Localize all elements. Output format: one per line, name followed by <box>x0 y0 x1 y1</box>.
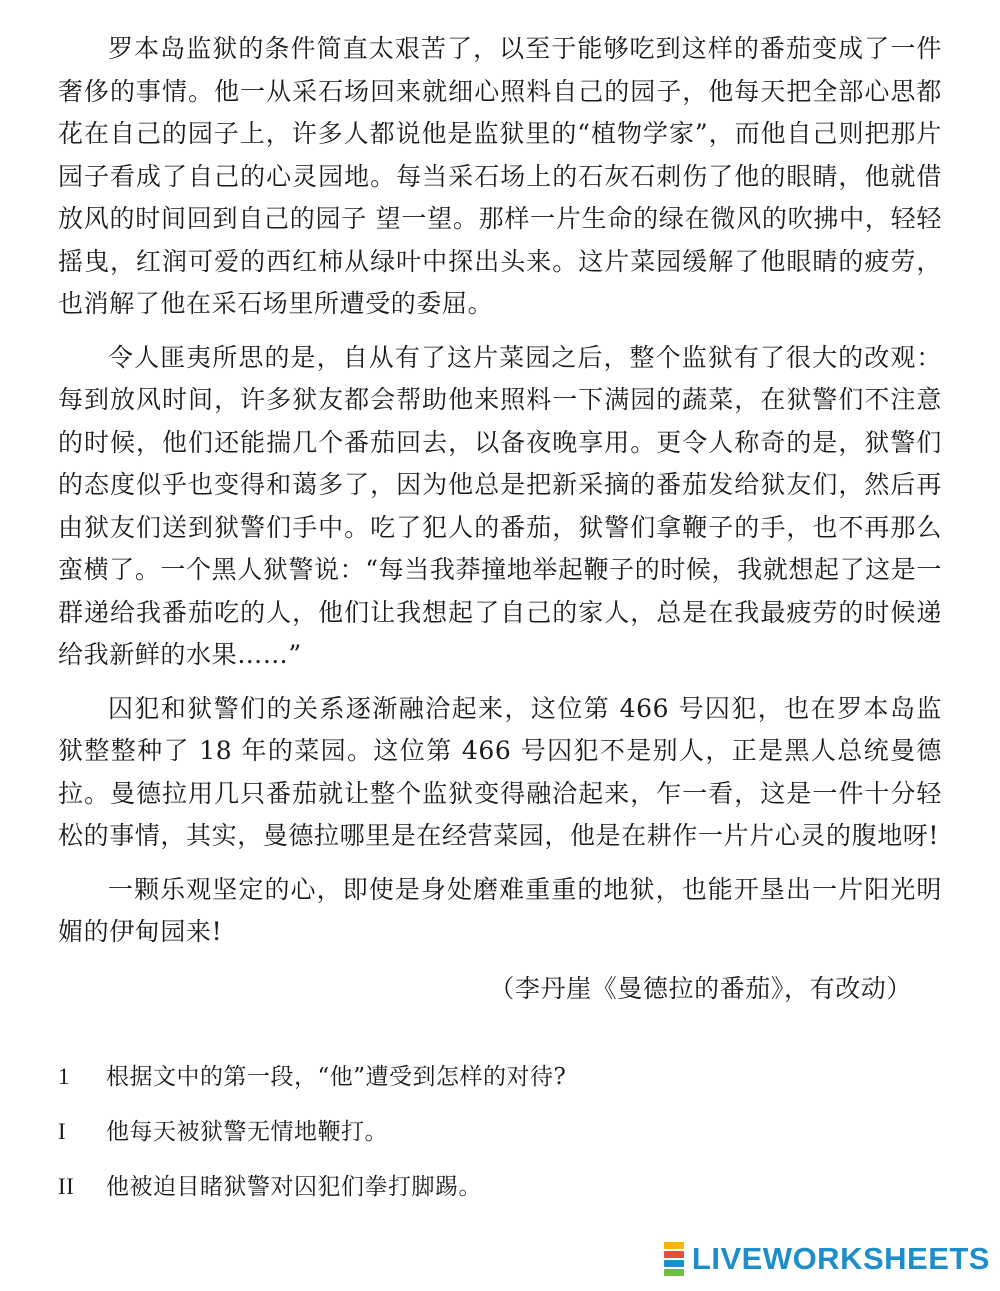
passage-paragraph-4: 一颗乐观坚定的心，即使是身处磨难重重的地狱，也能开垦出一片阳光明媚的伊甸园来! <box>58 874 942 946</box>
logo-bar-blue <box>664 1260 684 1267</box>
question-number: 1 <box>58 1064 70 1089</box>
reading-passage <box>58 28 942 1010</box>
option-text: 他每天被狱警无情地鞭打。 <box>106 1119 388 1145</box>
option-label: I <box>58 1119 67 1144</box>
liveworksheets-logo-icon <box>664 1242 684 1276</box>
passage-paragraph-2: 令人匪夷所思的是，自从有了这片菜园之后，整个监狱有了很大的改观：每到放风时间，许多狱友都会帮助他来照料一下满园的蔬菜，在狱警们不注意的时候，他们还能揣几个番茄回去，以备夜晚享用。更令人称奇的是，狱警们的态度似乎也变得和蔼多了，因为他总是把新采摘的番茄发给狱友们，然后再由狱友们送到狱警们手中。吃了犯人的番茄，狱警们拿鞭子的手，也不再那么蛮横了。一个黑人狱警说：“每当我莽撞地举起鞭子的时候，我就想起了这是一群递给我番茄吃的人，他们让我想起了自己的家人，总是在我最疲劳的时候递给我新鲜的水果……” <box>58 342 942 669</box>
option-label: II <box>58 1174 75 1199</box>
question-block <box>58 1056 942 1221</box>
logo-bar-yellow <box>664 1242 684 1249</box>
passage-paragraph-3: 囚犯和狱警们的关系逐渐融洽起来，这位第 466 号囚犯，也在罗本岛监狱整整种了 18 年的菜园。这位第 466 号囚犯不是别人，正是黑人总统曼德拉。曼德拉用几只番茄就让整个监狱变得融洽起来，乍一看，这是一件十分轻松的事情，其实，曼德拉哪里是在经营菜园，他是在耕作一片片心灵的腹地呀! <box>58 693 942 850</box>
answer-option-2[interactable] <box>58 1166 942 1221</box>
passage-paragraph-1: 罗本岛监狱的条件简直太艰苦了，以至于能够吃到这样的番茄变成了一件奢侈的事情。他一从采石场回来就细心照料自己的园子，他每天把全部心思都花在自己的园子上，许多人都说他是监狱里的“植物学家”，而他自己则把那片园子看成了自己的心灵园地。每当采石场上的石灰石刺伤了他的眼睛，他就借放风的时间回到自己的园子 望一望。那样一片生命的绿在微风的吹拂中，轻轻摇曳，红润可爱的西红柿从绿叶中探出头来。这片菜园缓解了他眼睛的疲劳，也消解了他在采石场里所遭受的委屈。 <box>58 34 942 318</box>
question-text: 根据文中的第一段，“他”遭受到怎样的对待? <box>106 1064 567 1090</box>
answer-option-1[interactable] <box>58 1111 942 1166</box>
logo-bar-green <box>664 1269 684 1276</box>
option-text: 他被迫目睹狱警对囚犯们拳打脚踢。 <box>106 1174 482 1200</box>
question-prompt <box>58 1056 942 1111</box>
liveworksheets-logo <box>664 1241 990 1277</box>
logo-bar-red <box>664 1251 684 1258</box>
brand-name: LIVEWORKSHEETS <box>691 1241 990 1276</box>
passage-citation: （李丹崖《曼德拉的番茄》，有改动） <box>489 973 912 1003</box>
